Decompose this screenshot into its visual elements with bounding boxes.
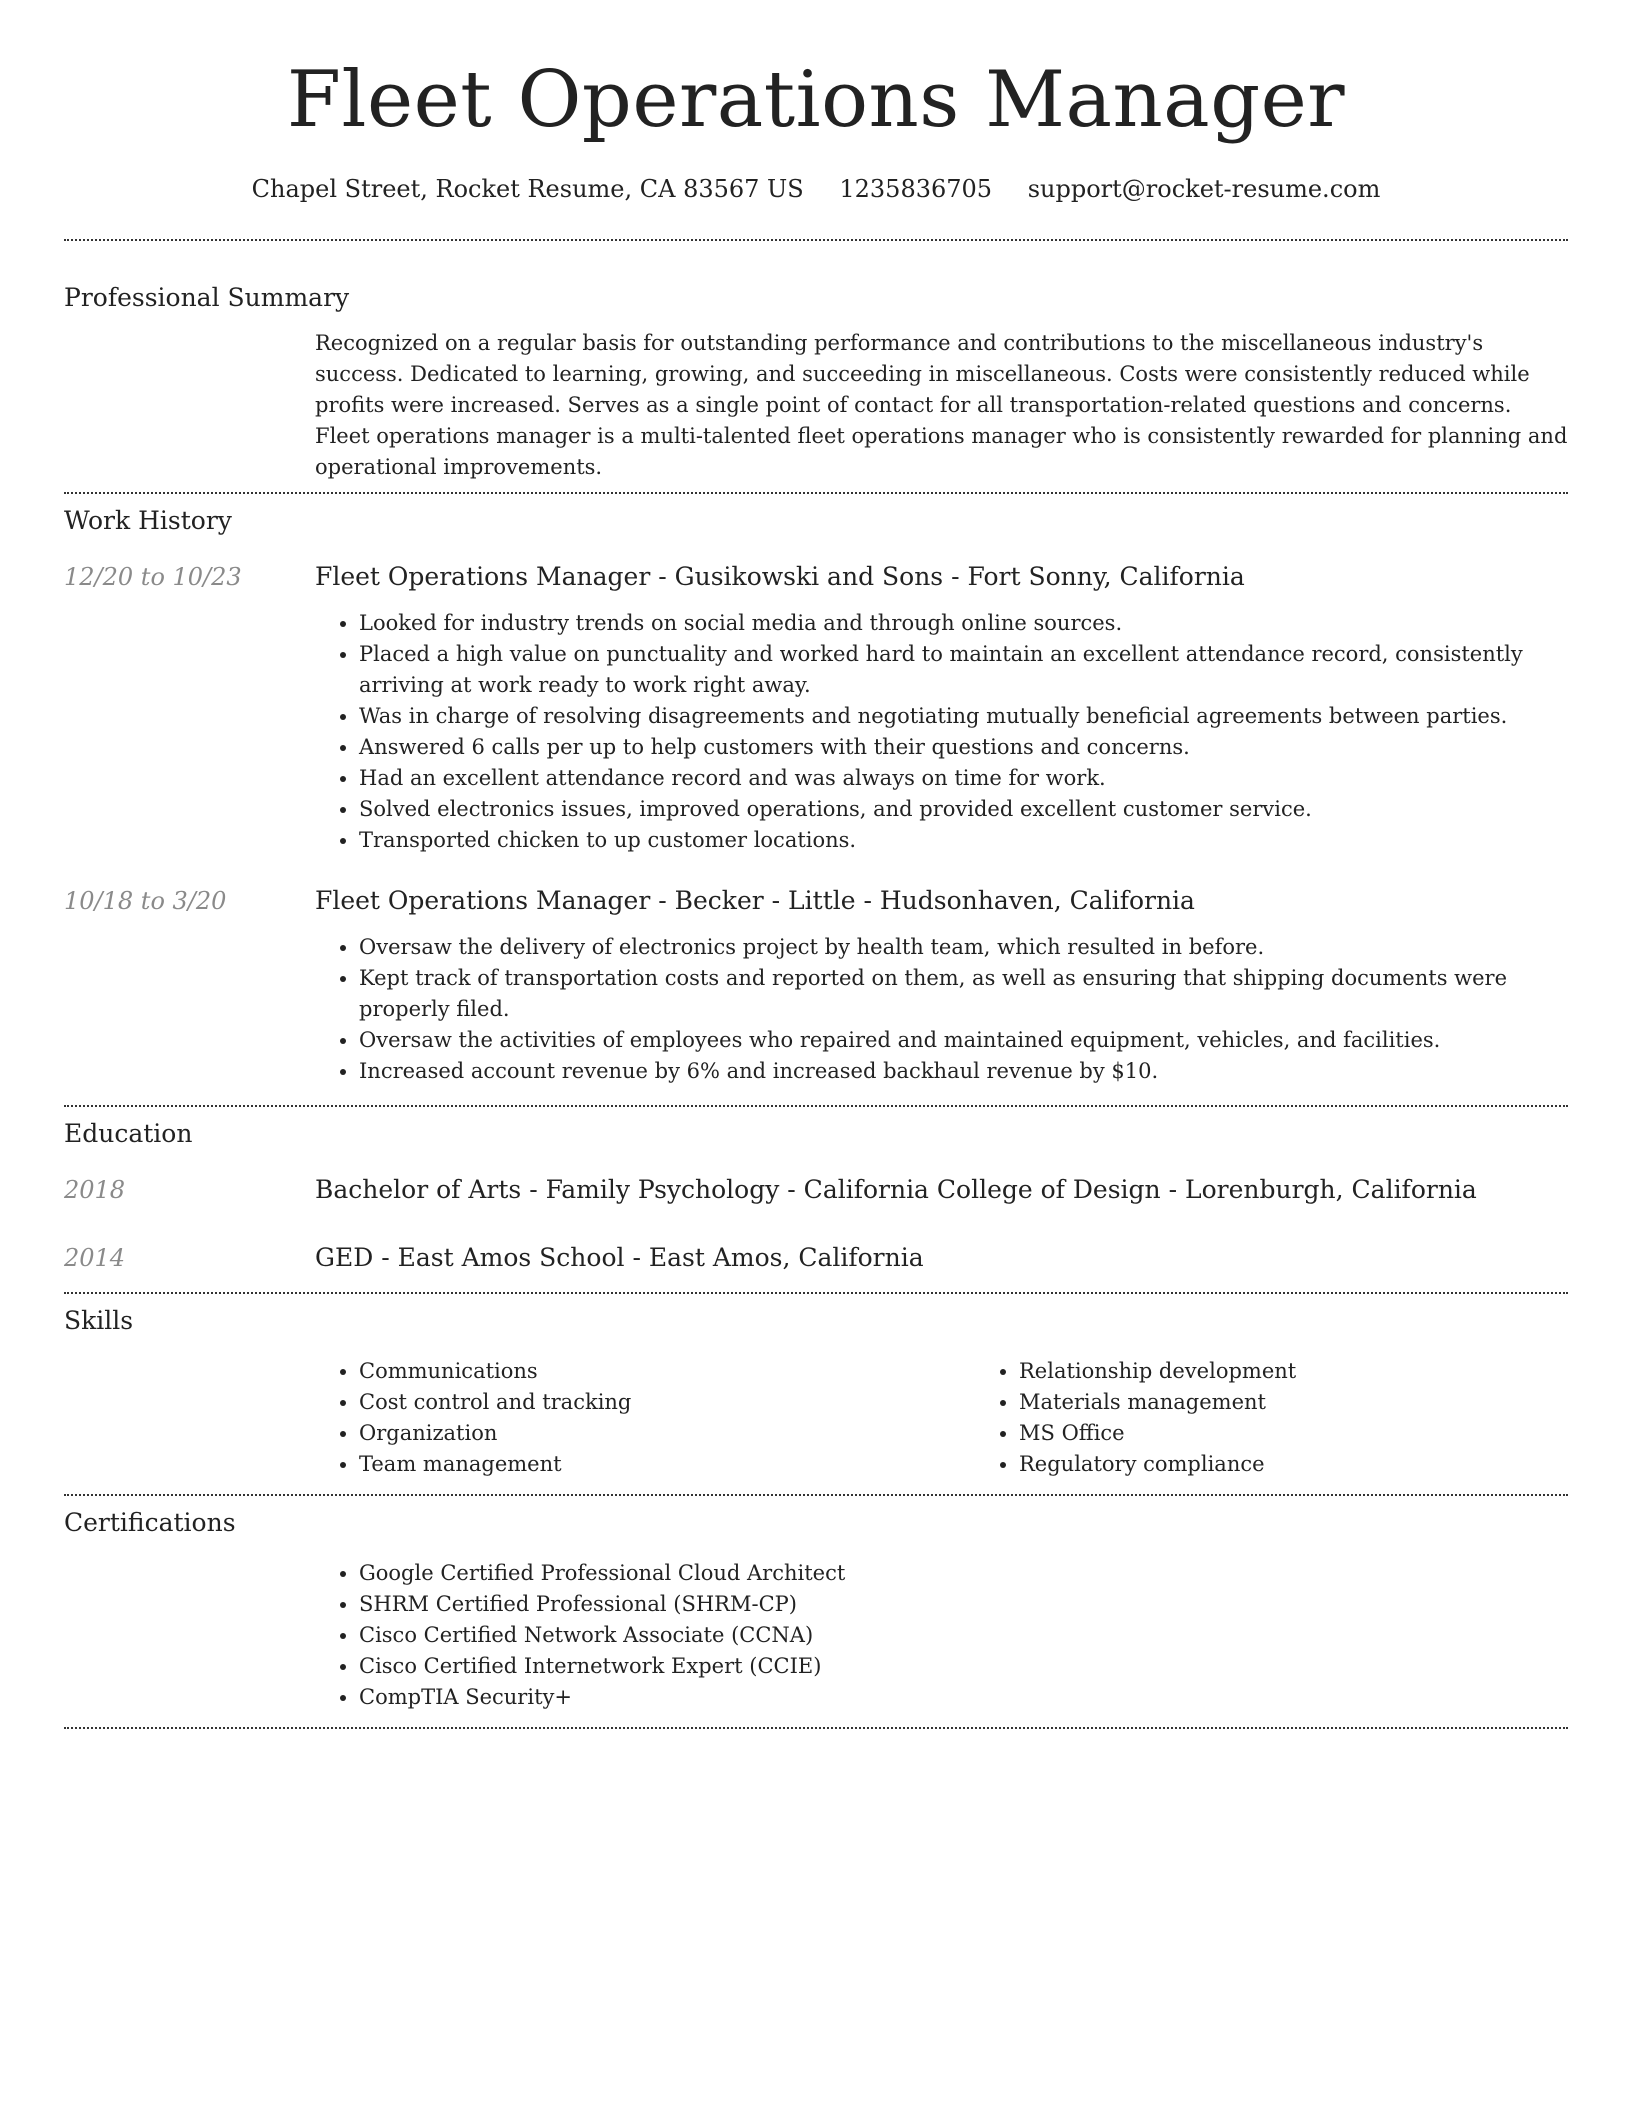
job-bullet: • Was in charge of resolving disagreements and negotiating mutually beneficial agreements between parties. bbox=[359, 701, 1568, 732]
section-divider bbox=[64, 492, 1568, 494]
summary-text: Recognized on a regular basis for outstanding performance and contributions to the miscellaneous industry's success. Dedicated to learning, growing, and succeeding in miscellaneous. Costs were consistently reduced while profits were increased. Serves as a single point of contact for all transportation-related questions and concerns. Fleet operations manager is a multi-talented fleet operations manager who is consistently rewarded for planning and operational improvements. bbox=[315, 331, 1568, 479]
job-bullet: • Solved electronics issues, improved operations, and provided excellent customer service. bbox=[359, 794, 1568, 825]
education-entry bbox=[64, 1241, 1568, 1275]
section-divider bbox=[64, 239, 1568, 241]
education-year: 2014 bbox=[64, 1244, 126, 1272]
skill-item: • Regulatory compliance bbox=[1019, 1449, 1632, 1480]
education-title: Education bbox=[64, 1119, 193, 1148]
section-divider bbox=[64, 1727, 1568, 1729]
certifications-list bbox=[315, 1558, 1568, 1713]
job-bullet: • Placed a high value on punctuality and worked hard to maintain an excellent attendance record, consistently arriving at work ready to work right away. bbox=[359, 639, 1568, 701]
education-text: GED - East Amos School - East Amos, California bbox=[315, 1243, 924, 1272]
job-bullet: • Increased account revenue by 6% and increased backhaul revenue by $10. bbox=[359, 1056, 1568, 1087]
contact-line bbox=[64, 172, 1568, 206]
skill-item: • Team management bbox=[359, 1449, 975, 1480]
contact-phone: 1235836705 bbox=[839, 175, 993, 203]
job-bullet: • Transported chicken to up customer locations. bbox=[359, 825, 1568, 856]
job-dates: 10/18 to 3/20 bbox=[64, 887, 227, 915]
work-section bbox=[64, 504, 1568, 1087]
certification-item: • Cisco Certified Network Associate (CCNA) bbox=[359, 1620, 1568, 1651]
section-divider bbox=[64, 1494, 1568, 1496]
certification-item: • SHRM Certified Professional (SHRM-CP) bbox=[359, 1589, 1568, 1620]
skills-list-right bbox=[975, 1356, 1632, 1480]
summary-title: Professional Summary bbox=[64, 283, 350, 312]
skills-list-left bbox=[315, 1356, 975, 1480]
contact-address: Chapel Street, Rocket Resume, CA 83567 US bbox=[251, 175, 804, 203]
job-bullets bbox=[315, 932, 1568, 1087]
certification-item: • Google Certified Professional Cloud Architect bbox=[359, 1558, 1568, 1589]
summary-section bbox=[64, 281, 1568, 483]
education-text: Bachelor of Arts - Family Psychology - California College of Design - Lorenburgh, California bbox=[315, 1175, 1477, 1204]
skills-title: Skills bbox=[64, 1306, 134, 1335]
job-heading: Fleet Operations Manager - Gusikowski and Sons - Fort Sonny, California bbox=[315, 562, 1245, 591]
certifications-spacer bbox=[64, 1558, 315, 1713]
skill-item: • Organization bbox=[359, 1418, 975, 1449]
skill-item: • Communications bbox=[359, 1356, 975, 1387]
skill-item: • Relationship development bbox=[1019, 1356, 1632, 1387]
job-entry bbox=[64, 884, 1568, 1087]
job-entry bbox=[64, 560, 1568, 856]
section-divider bbox=[64, 1292, 1568, 1294]
resume-name: Fleet Operations Manager bbox=[286, 55, 1346, 145]
job-bullets bbox=[315, 608, 1568, 856]
certifications-section bbox=[64, 1506, 1568, 1713]
job-heading: Fleet Operations Manager - Becker - Little - Hudsonhaven, California bbox=[315, 886, 1195, 915]
section-divider bbox=[64, 1105, 1568, 1107]
job-bullet: • Oversaw the activities of employees who repaired and maintained equipment, vehicles, and facilities. bbox=[359, 1025, 1568, 1056]
certification-item: • CompTIA Security+ bbox=[359, 1682, 1568, 1713]
skill-item: • Materials management bbox=[1019, 1387, 1632, 1418]
work-title: Work History bbox=[64, 506, 232, 535]
job-bullet: • Looked for industry trends on social media and through online sources. bbox=[359, 608, 1568, 639]
contact-email: support@rocket-resume.com bbox=[1027, 175, 1381, 203]
job-bullet: • Oversaw the delivery of electronics project by health team, which resulted in before. bbox=[359, 932, 1568, 963]
education-section bbox=[64, 1117, 1568, 1275]
skills-spacer bbox=[64, 1356, 315, 1480]
skill-item: • Cost control and tracking bbox=[359, 1387, 975, 1418]
certification-item: • Cisco Certified Internetwork Expert (CCIE) bbox=[359, 1651, 1568, 1682]
job-bullet: • Kept track of transportation costs and reported on them, as well as ensuring that shipping documents were properly filed. bbox=[359, 963, 1568, 1025]
education-year: 2018 bbox=[64, 1176, 126, 1204]
summary-spacer bbox=[64, 328, 315, 483]
skills-section bbox=[64, 1304, 1568, 1480]
certifications-title: Certifications bbox=[64, 1508, 236, 1537]
education-entry bbox=[64, 1173, 1568, 1207]
skill-item: • MS Office bbox=[1019, 1418, 1632, 1449]
job-dates: 12/20 to 10/23 bbox=[64, 563, 242, 591]
job-bullet: • Had an excellent attendance record and was always on time for work. bbox=[359, 763, 1568, 794]
job-bullet: • Answered 6 calls per up to help customers with their questions and concerns. bbox=[359, 732, 1568, 763]
